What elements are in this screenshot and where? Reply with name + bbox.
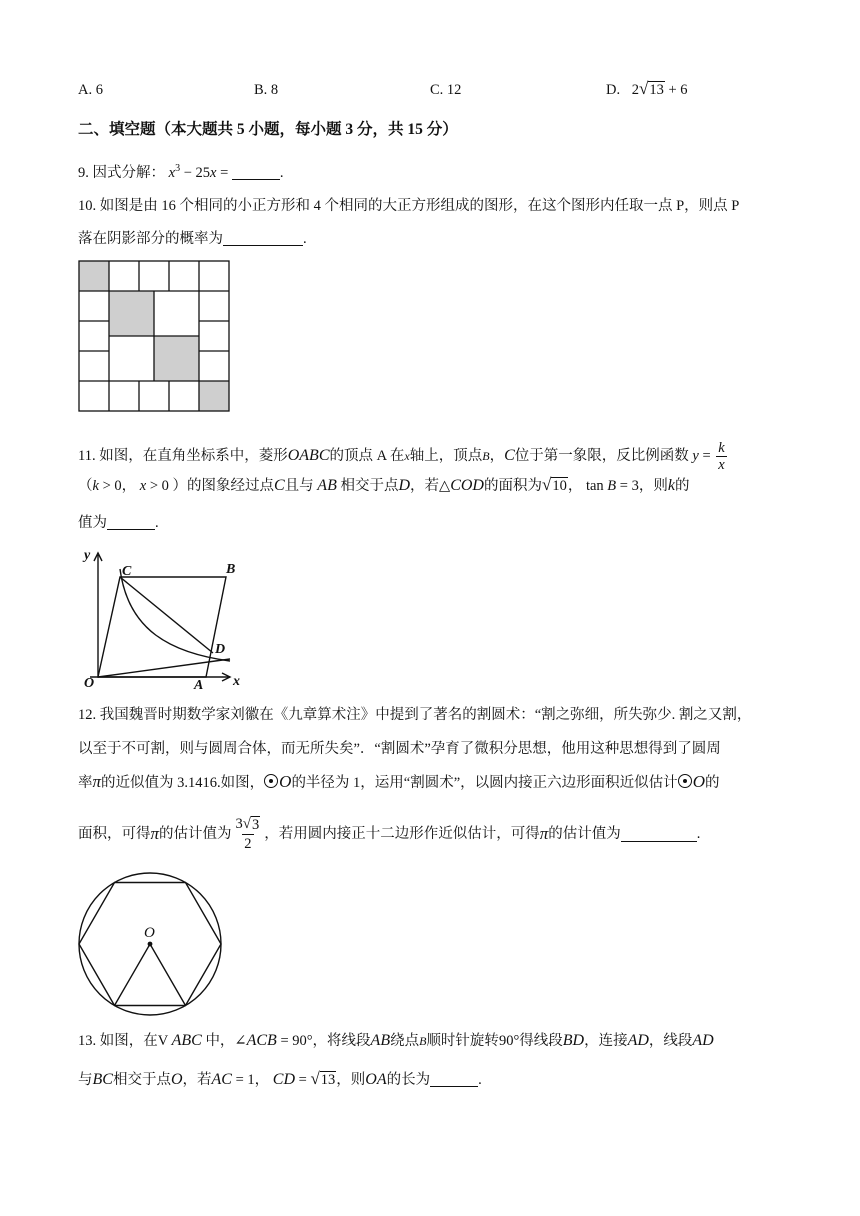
q11-line2 [78, 476, 689, 496]
q11-x: x [404, 448, 410, 463]
q12-frac-radicand: 3 [252, 816, 260, 833]
q12-line4 [78, 812, 700, 856]
q13-text: = 1， [235, 1072, 270, 1088]
q11-y: y [692, 447, 699, 464]
q12-text: ，若用圆内接正十二边形作近似估计，可得 [264, 826, 540, 842]
q12-end: . [696, 826, 701, 842]
q11-line1 [78, 440, 729, 473]
q10-line1: 10. 如图是由 16 个相同的小正方形和 4 个相同的大正方形组成的图形，在这个图形内任取一点 P，则点 P [78, 198, 740, 214]
q13-sqrt: √ 13 [310, 1069, 336, 1088]
line-od [98, 659, 230, 677]
center-point [148, 942, 153, 947]
label-o: O [144, 925, 155, 941]
q12-text: 的半径为 1，运用“割圆术”，以圆内接正六边形面积近似估计 [291, 775, 678, 791]
q13-text: 13. 如图，在 [78, 1033, 158, 1049]
q11-d: D [398, 477, 411, 494]
shaded-large-square-2 [154, 336, 199, 381]
q11-text: （ [78, 478, 93, 494]
q13-text: ，线段 [648, 1033, 693, 1049]
q13-acb: ACB [246, 1032, 277, 1049]
circle-dot-icon [264, 774, 278, 788]
q13-bd: BD [562, 1032, 585, 1049]
q13-ad: AD [627, 1032, 649, 1049]
q11-ab: AB [317, 477, 337, 494]
q12-text: 的 [704, 775, 720, 791]
q11-fraction-k-over-x [716, 440, 726, 473]
q12-text: 的估计值为 [159, 826, 232, 842]
q12-frac-num: 3 √ 3 [235, 815, 260, 833]
q11-text: ，若△ [410, 478, 451, 494]
q11-text: 11. 如图，在直角坐标系中，菱形 [78, 447, 288, 464]
q12-line2: 以至于不可割，则与圆周合体，而无所失矣”．“割圆术”孕育了微积分思想，他用这种思想得到了圆周 [78, 741, 721, 757]
q13-answer-blank [430, 1072, 478, 1087]
q13-b: B [419, 1034, 427, 1048]
option-d [606, 80, 688, 100]
q13-tri: V [157, 1033, 168, 1049]
label-b: B [226, 562, 236, 577]
q13-abc: ABC [171, 1032, 202, 1049]
label-y: y [84, 548, 91, 563]
q13-text: 中，∠ [205, 1033, 247, 1049]
shaded-small-square-top-left [79, 261, 109, 291]
q11-text: 位于第一象限，反比例函数 [514, 447, 689, 464]
q9-answer-blank [232, 165, 280, 180]
label-d: D [215, 642, 226, 657]
q10-end: . [303, 231, 307, 247]
option-d-radicand: 13 [649, 82, 664, 98]
circle-dot-icon [678, 774, 692, 788]
q13-ad2: AD [692, 1032, 714, 1049]
q12-frac-den: 2 [244, 835, 252, 852]
q11-tan: tan [585, 478, 604, 494]
q12-o: O [279, 772, 292, 791]
q11-text: > 0 ）的图象经过点 [149, 478, 274, 494]
q11-text: = 3，则 [619, 478, 668, 494]
q13-radicand: 13 [320, 1072, 336, 1088]
q11-coordinate-figure [80, 545, 255, 690]
q12-line1: 12. 我国魏晋时期数学家刘徽在《九章算术注》中提到了著名的割圆术：“割之弥细，所失弥少. 割之又割， [78, 707, 752, 723]
q13-text: 顺时针旋转 [426, 1033, 499, 1049]
q11-sqrt: √ 10 [541, 475, 567, 494]
q11-k2: k [667, 477, 675, 494]
q13-line1 [78, 1031, 714, 1051]
q11-end: . [155, 515, 159, 531]
q13-text: 的长为 [386, 1072, 431, 1088]
q13-text: ，连接 [584, 1033, 628, 1049]
q12-text: 的近似值为 3.1416.如图， [101, 775, 265, 791]
q13-text: 绕点 [390, 1033, 420, 1049]
q11-text: 的顶点 A 在 [329, 447, 405, 464]
q11-radicand: 10 [552, 478, 567, 494]
q11-answer-blank [107, 515, 155, 530]
q13-ab: AB [370, 1032, 391, 1049]
hyperbola-curve [120, 569, 230, 661]
q10-answer-blank [223, 231, 303, 246]
q11-oabc: OABC [287, 446, 330, 464]
q13-end: . [478, 1072, 482, 1088]
q11-c: C [274, 477, 285, 494]
q12-pi: π [92, 772, 102, 791]
option-d-coef: 2 [631, 82, 639, 98]
label-x: x [233, 674, 240, 689]
q11-eq: = [702, 447, 711, 464]
option-d-prefix: D. [606, 82, 621, 98]
label-c: C [122, 564, 132, 579]
q13-text: ，若 [182, 1072, 212, 1088]
q11-x: x [139, 478, 147, 494]
q9-eq: = [220, 164, 229, 181]
q13-ac: AC [211, 1071, 232, 1088]
q13-text: = 90°，将线段 [280, 1033, 371, 1049]
q13-oa: OA [365, 1071, 387, 1088]
question-9 [78, 159, 284, 183]
q9-x: x [168, 164, 176, 181]
q11-frac-den: x [718, 457, 725, 473]
shaded-large-square-1 [109, 291, 154, 336]
label-o: O [84, 676, 95, 690]
shaded-small-square-bottom-right [199, 381, 229, 411]
q11-text: > 0， [102, 478, 137, 494]
q9-minus: − 25 [183, 164, 210, 181]
q11-text: 值为 [78, 515, 107, 531]
q13-text: 与 [78, 1072, 93, 1088]
q10-grid-figure [77, 259, 233, 413]
q13-text: ，则 [336, 1072, 366, 1088]
q11-c: C [504, 446, 515, 464]
q10-line2-text: 落在阴影部分的概率为 [78, 231, 223, 247]
q9-end: . [279, 164, 284, 181]
q13-eq: = [298, 1072, 307, 1088]
q9-x2: x [210, 164, 217, 181]
q12-hexagon-figure [76, 869, 226, 1019]
q12-text: 的估计值为 [548, 826, 621, 842]
q11-b-angle: B [607, 478, 617, 494]
q13-line2 [78, 1070, 482, 1090]
q13-text: 相交于点 [112, 1072, 171, 1088]
q11-text: 相交于点 [340, 478, 399, 494]
q12-line3 [78, 772, 719, 793]
triangle-center [115, 944, 186, 1006]
section-title: 二、填空题（本大题共 5 小题，每小题 3 分，共 15 分） [78, 121, 458, 138]
q11-text: ， [567, 478, 583, 494]
q10-line2 [78, 229, 307, 249]
q11-text: ， [489, 447, 505, 464]
q12-fraction [234, 815, 263, 854]
q11-k: k [92, 478, 99, 494]
label-a: A [194, 678, 204, 690]
q12-o: O [692, 772, 705, 791]
option-c: C. 12 [430, 82, 462, 98]
option-d-sqrt: √ 13 [638, 79, 664, 98]
option-d-tail: + 6 [668, 82, 688, 98]
q9-label: 9. 因式分解： [78, 164, 165, 181]
q11-line3 [78, 513, 159, 533]
q12-pi: π [539, 824, 549, 843]
q13-90: 90° [498, 1033, 520, 1049]
q13-bc: BC [92, 1071, 113, 1088]
q11-text: 且与 [284, 478, 314, 494]
q11-text: 的面积为 [483, 478, 542, 494]
q12-frac-coef: 3 [235, 815, 243, 832]
q12-text: 面积，可得 [78, 826, 151, 842]
q12-text: 率 [78, 775, 93, 791]
q13-text: 得线段 [519, 1033, 563, 1049]
q12-answer-blank [621, 827, 697, 842]
q13-cd: CD [272, 1071, 296, 1088]
q11-frac-num: k [718, 440, 725, 456]
q9-exp: 3 [175, 163, 181, 174]
q13-o: O [170, 1071, 183, 1088]
q12-pi: π [150, 824, 160, 843]
option-a: A. 6 [78, 82, 103, 98]
q11-b: B [482, 448, 490, 463]
q11-text: 的 [674, 478, 690, 494]
q11-text: 轴上，顶点 [409, 447, 483, 464]
q11-cod: COD [450, 477, 484, 494]
option-b: B. 8 [254, 82, 279, 98]
